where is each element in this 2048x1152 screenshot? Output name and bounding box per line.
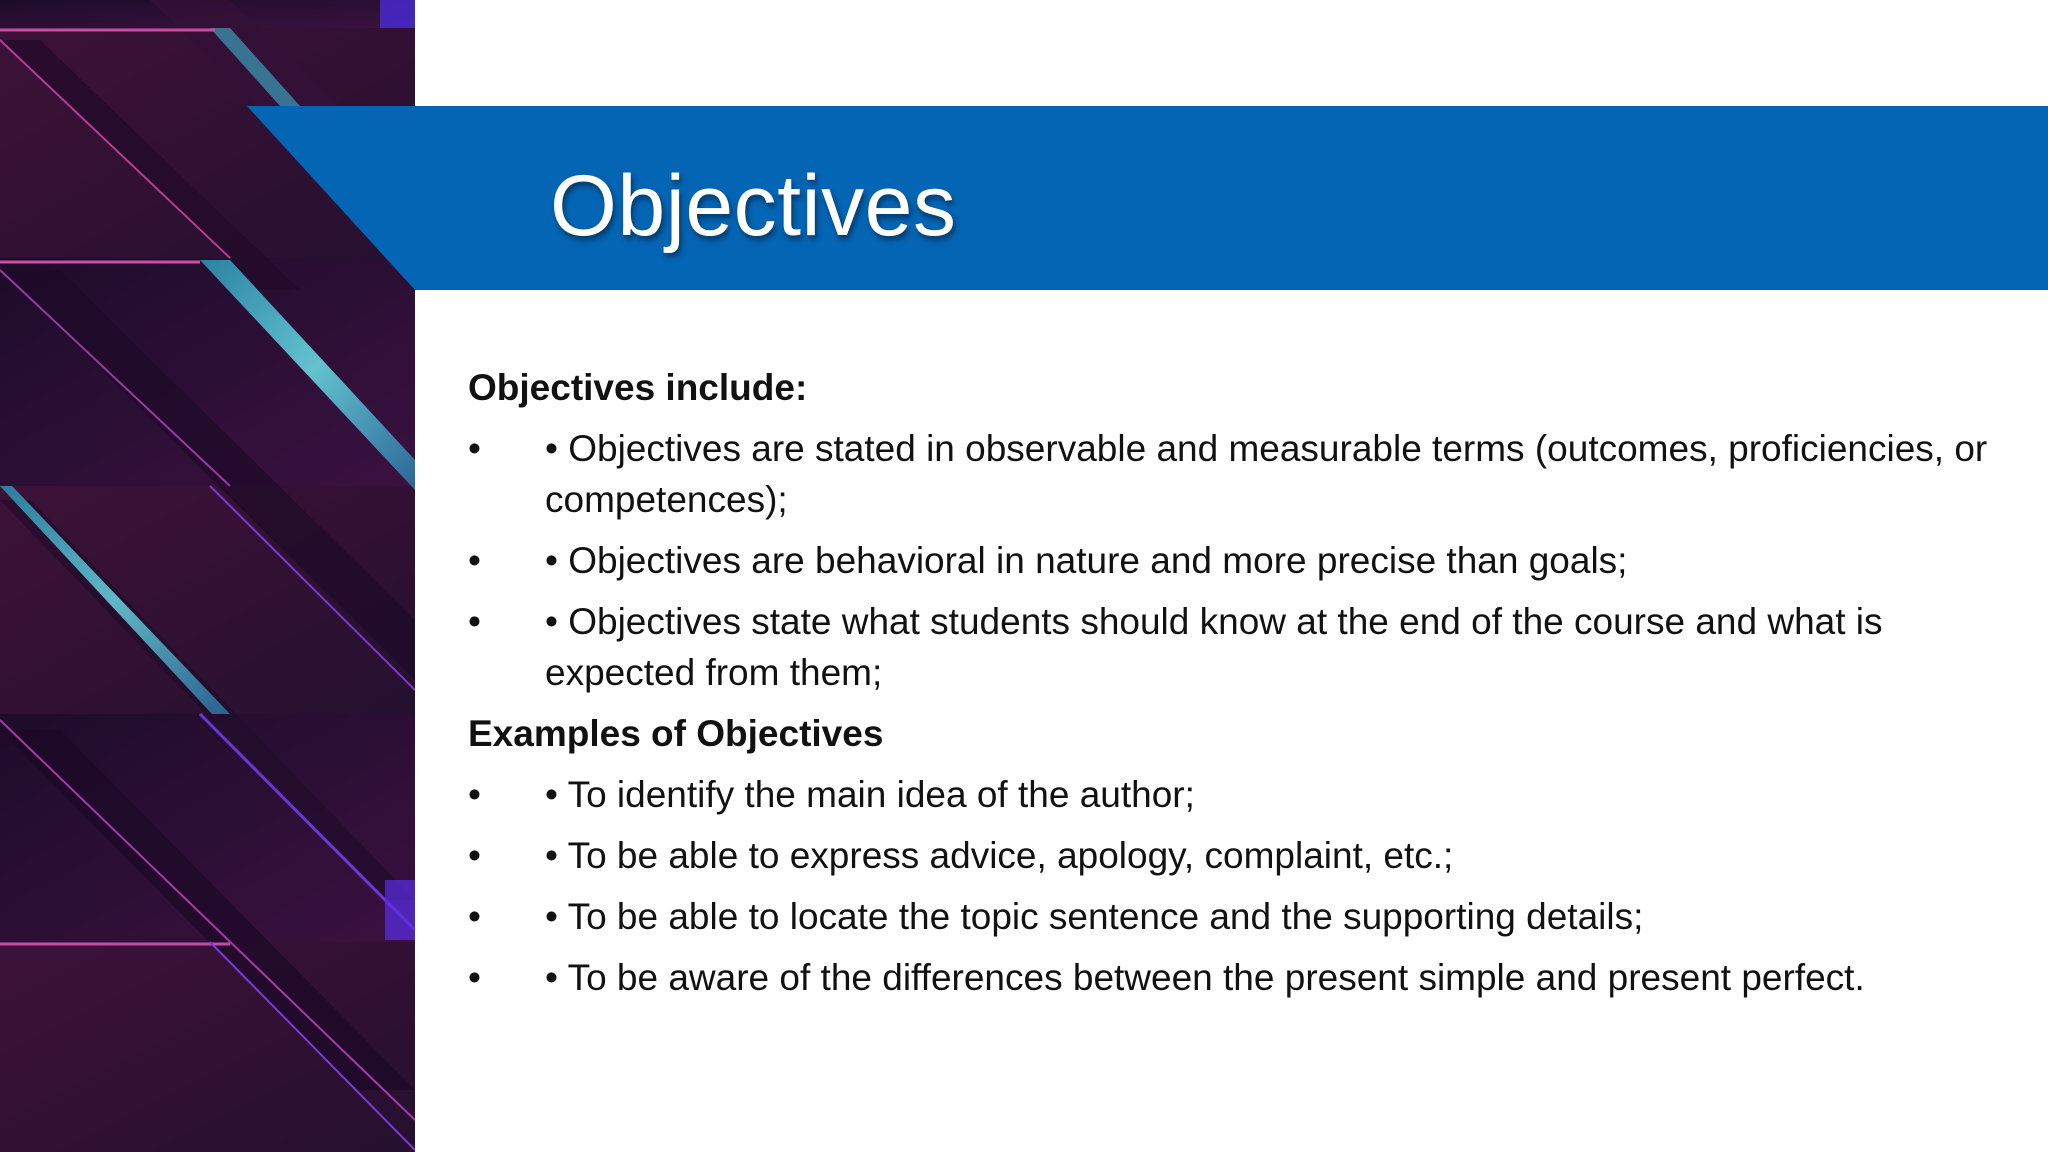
bullet-icon: • (468, 540, 481, 581)
list-item (468, 891, 2008, 942)
bullet-icon: • (468, 957, 481, 998)
list-item-text: • To identify the main idea of the author; (545, 774, 1195, 815)
bullet-icon: • (468, 428, 481, 469)
title-banner (0, 106, 2048, 290)
list-item-text: • To be able to express advice, apology, complaint, etc.; (545, 835, 1454, 876)
list-item (468, 596, 2008, 698)
list-item-text: • Objectives are behavioral in nature and more precise than goals; (545, 540, 1628, 581)
list-item-text: • Objectives are stated in observable and measurable terms (outcomes, proficiencies, or competences); (545, 428, 1988, 520)
list-item (468, 952, 2008, 1003)
list-item-text: • Objectives state what students should know at the end of the course and what is expected from them; (545, 601, 1883, 693)
list-item (468, 830, 2008, 881)
list-item-text: • To be aware of the differences between the present simple and present perfect. (545, 957, 1865, 998)
list-item-text: • To be able to locate the topic sentence and the supporting details; (545, 896, 1644, 937)
bullet-icon: • (468, 896, 481, 937)
list-item (468, 423, 2008, 525)
list-item (468, 769, 2008, 820)
slide-title: Objectives (550, 158, 957, 254)
title-banner-shape (0, 106, 2048, 290)
slide-body (468, 362, 2008, 1013)
section-heading-objectives-include: Objectives include: (468, 367, 808, 408)
list-item (468, 535, 2008, 586)
bullet-icon: • (468, 774, 481, 815)
section-heading-examples: Examples of Objectives (468, 713, 884, 754)
bullet-icon: • (468, 835, 481, 876)
bullet-icon: • (468, 601, 481, 642)
